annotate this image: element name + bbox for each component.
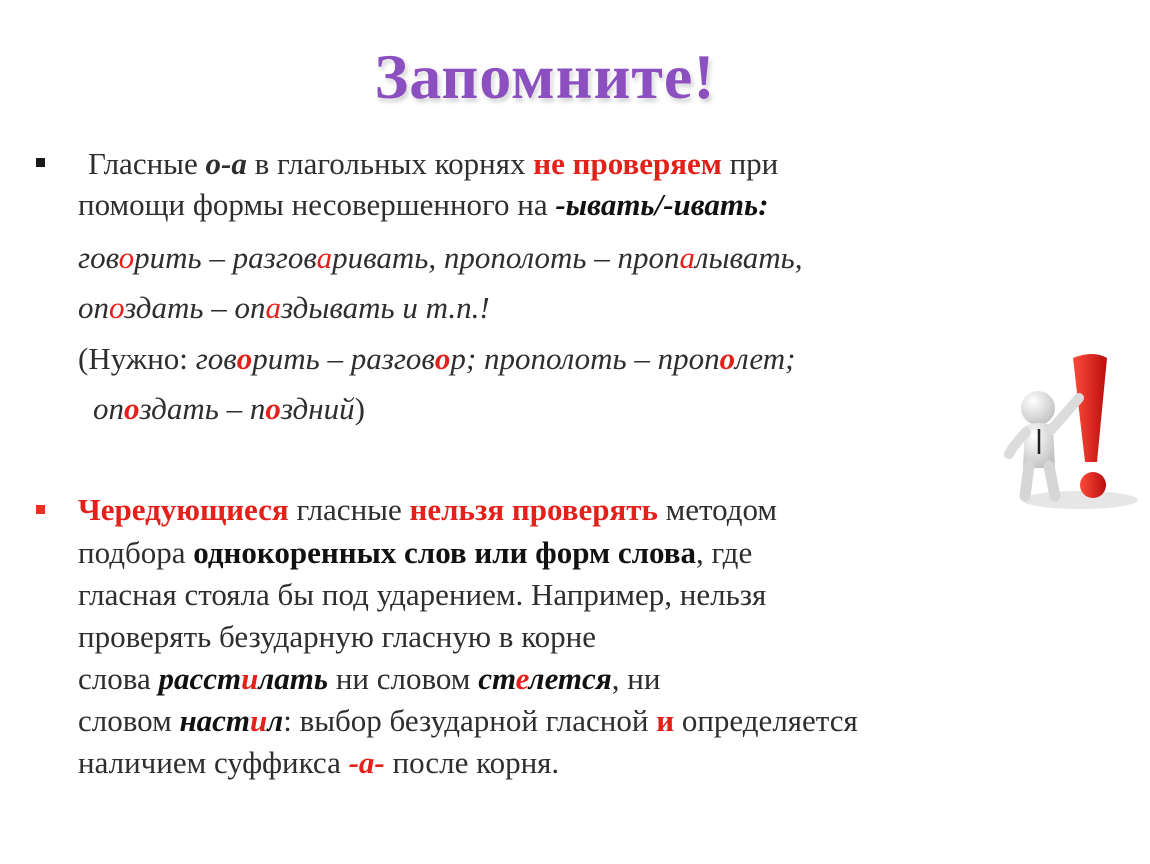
s2-line-4: проверять безударную гласную в корне (78, 619, 597, 654)
s2-line-1: Чередующиеся гласные нельзя проверять методом (78, 492, 778, 527)
example-line-1: говорить – разговаривать, прополоть – пропалывать, (78, 240, 803, 275)
s2-line-6: словом настил: выбор безударной гласной и определяется (78, 703, 858, 738)
note-line-2: опоздать – поздний) (93, 391, 365, 426)
bullet-1 (36, 158, 45, 167)
s2-line-7: наличием суффикса -а- после корня. (78, 745, 560, 780)
s2-line-3: гласная стояла бы под ударением. Например, нельзя (78, 577, 767, 612)
example-line-2: опоздать – опаздывать и т.п.! (78, 290, 490, 325)
s1-line-2: помощи формы несовершенного на -ывать/-ивать: (78, 187, 769, 222)
s2-line-5: слова расстилать ни словом стелется, ни (78, 661, 661, 696)
note-line-1: (Нужно: говорить – разговор; прополоть – прополет; (78, 341, 796, 376)
person-with-exclamation-icon (995, 350, 1140, 510)
s1-line-1: Гласные о-а в глагольных корнях не проверяем при (88, 146, 779, 181)
page-title: Запомните! (374, 41, 716, 112)
s2-line-2: подбора однокоренных слов или форм слова, где (78, 535, 753, 570)
bullet-2 (36, 505, 45, 514)
